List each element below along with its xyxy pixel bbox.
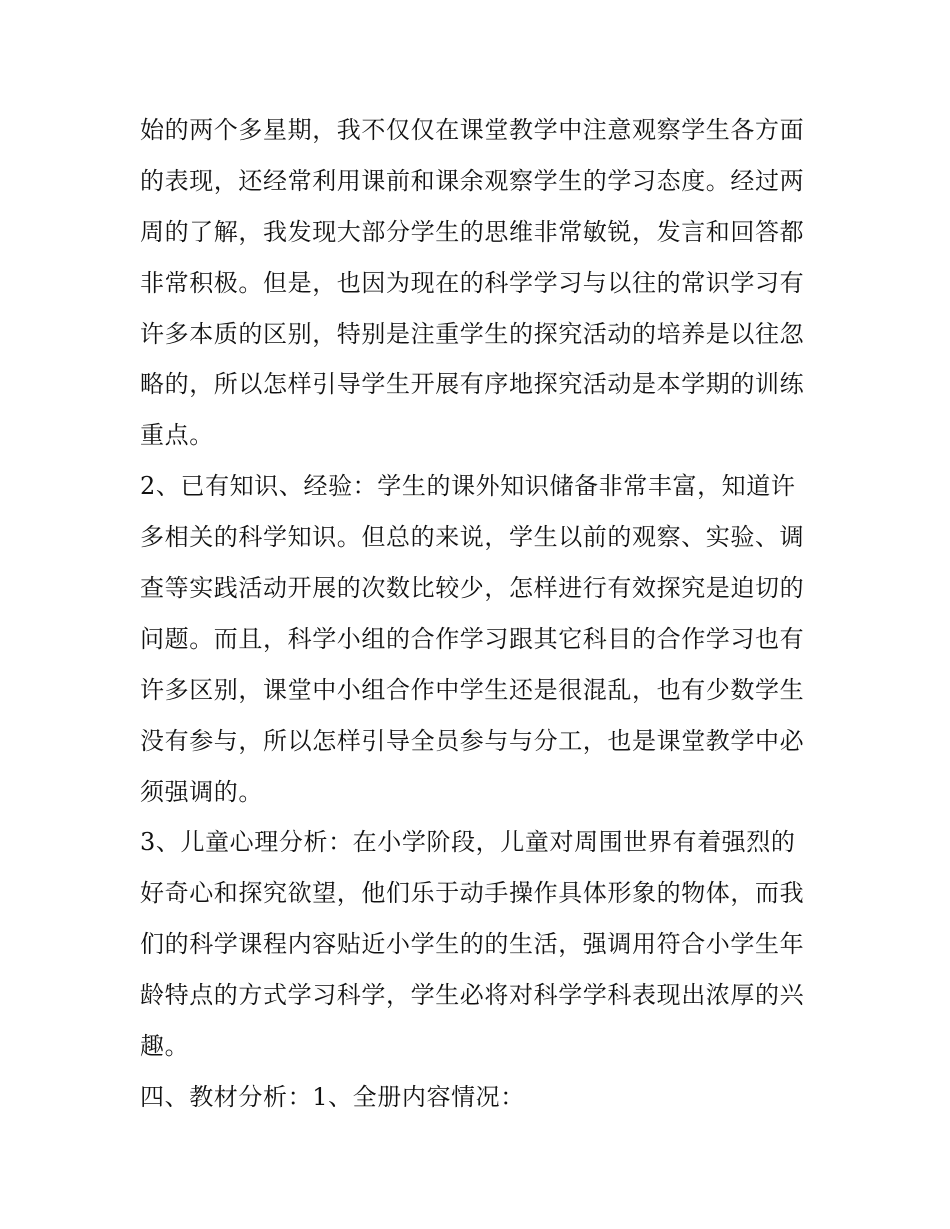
text-line: 好奇心和探究欲望，他们乐于动手操作具体形象的物体，而我 <box>140 879 805 908</box>
text-line: 始的两个多星期，我不仅仅在课堂教学中注意观察学生各方面 <box>140 116 805 144</box>
text-line: 们的科学课程内容贴近小学生的的生活，强调用符合小学生年 <box>140 930 805 959</box>
text-line: 查等实践活动开展的次数比较少，怎样进行有效探究是迫切的 <box>140 574 805 603</box>
text-line: 2、已有知识、经验：学生的课外知识储备非常丰富，知道许 <box>140 472 796 501</box>
document-page <box>140 105 816 1123</box>
text-line: 的表现，还经常利用课前和课余观察学生的学习态度。经过两 <box>140 166 805 195</box>
text-line: 重点。 <box>140 421 214 450</box>
text-line: 四、教材分析：1、全册内容情况： <box>140 1082 525 1111</box>
text-line: 没有参与，所以怎样引导全员参与与分工，也是课堂教学中必 <box>140 726 805 755</box>
text-line: 周的了解，我发现大部分学生的思维非常敏锐，发言和回答都 <box>140 217 805 246</box>
text-line: 须强调的。 <box>140 777 263 806</box>
text-line: 趣。 <box>140 1032 190 1061</box>
text-line: 略的，所以怎样引导学生开展有序地探究活动是本学期的训练 <box>140 370 805 399</box>
text-line: 许多区别，课堂中小组合作中学生还是很混乱，也有少数学生 <box>140 675 805 704</box>
text-line: 多相关的科学知识。但总的来说，学生以前的观察、实验、调 <box>140 523 805 552</box>
text-line: 非常积极。但是，也因为现在的科学学习与以往的常识学习有 <box>140 268 805 297</box>
text-line: 许多本质的区别，特别是注重学生的探究活动的培养是以往忽 <box>140 319 805 348</box>
text-line: 龄特点的方式学习科学，学生必将对科学学科表现出浓厚的兴 <box>140 981 805 1010</box>
text-line: 问题。而且，科学小组的合作学习跟其它科目的合作学习也有 <box>140 624 805 653</box>
text-line: 3、儿童心理分析：在小学阶段，儿童对周围世界有着强烈的 <box>140 828 796 857</box>
